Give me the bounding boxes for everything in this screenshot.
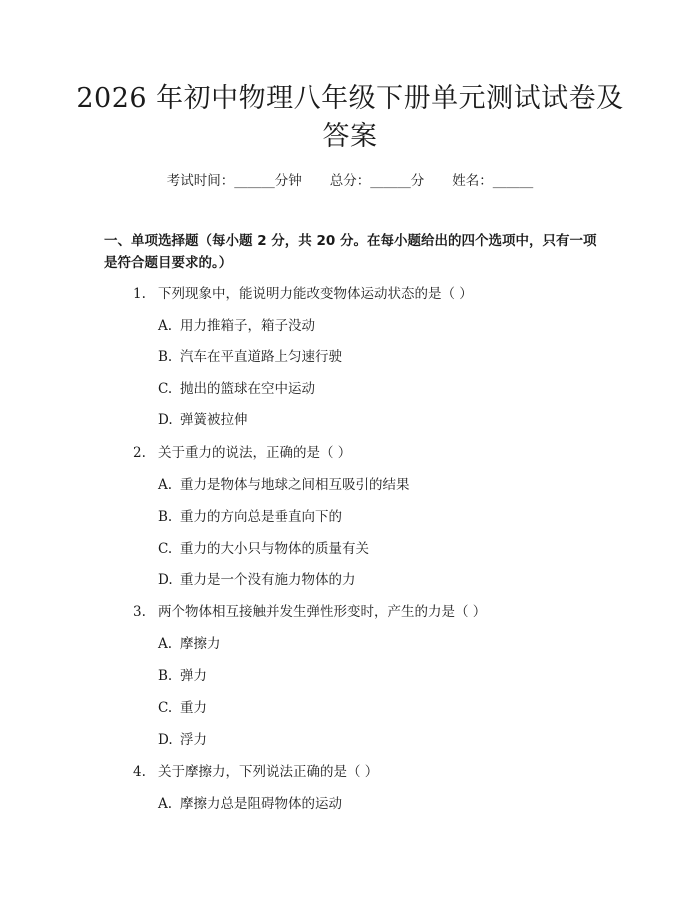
question-3 bbox=[133, 600, 486, 620]
question-1 bbox=[133, 282, 473, 302]
question-text: 关于摩擦力，下列说法正确的是（ ） bbox=[158, 764, 379, 780]
section-heading-line2: 是符合题目要求的。） bbox=[104, 255, 233, 271]
option-text: 浮力 bbox=[180, 732, 207, 748]
section-heading-line1: 一、单项选择题（每小题 2 分，共 20 分。在每小题给出的四个选项中，只有一项 bbox=[104, 233, 597, 249]
question-text: 两个物体相互接触并发生弹性形变时，产生的力是（ ） bbox=[158, 604, 487, 620]
option-text: 重力是一个没有施力物体的力 bbox=[180, 572, 356, 588]
question-1-option-c bbox=[158, 377, 315, 397]
question-2 bbox=[133, 441, 351, 461]
question-3-option-c bbox=[158, 696, 207, 716]
option-letter: A. bbox=[158, 318, 173, 334]
option-text: 抛出的篮球在空中运动 bbox=[180, 381, 315, 397]
question-number: 4. bbox=[133, 764, 146, 780]
exam-time-field: 考试时间：______分钟 bbox=[166, 173, 302, 189]
option-text: 弹力 bbox=[180, 668, 207, 684]
question-2-option-c bbox=[158, 537, 369, 557]
option-letter: D. bbox=[158, 732, 173, 748]
option-letter: B. bbox=[158, 668, 173, 684]
question-number: 1. bbox=[133, 286, 146, 302]
question-number: 3. bbox=[133, 604, 146, 620]
student-name-field: 姓名：______ bbox=[452, 173, 534, 189]
question-3-option-d bbox=[158, 728, 207, 748]
option-letter: C. bbox=[158, 381, 173, 397]
option-text: 摩擦力 bbox=[180, 636, 221, 652]
option-text: 弹簧被拉伸 bbox=[180, 412, 248, 428]
total-score-field: 总分：______分 bbox=[329, 173, 425, 189]
option-letter: A. bbox=[158, 636, 173, 652]
option-letter: B. bbox=[158, 349, 173, 365]
question-3-option-a bbox=[158, 632, 221, 652]
document-title-line1: 2026 年初中物理八年级下册单元测试试卷及 bbox=[76, 83, 624, 114]
question-1-option-d bbox=[158, 408, 248, 428]
question-1-option-a bbox=[158, 314, 315, 334]
option-text: 重力是物体与地球之间相互吸引的结果 bbox=[180, 477, 410, 493]
question-number: 2. bbox=[133, 445, 146, 461]
question-2-option-a bbox=[158, 473, 410, 493]
option-text: 重力的方向总是垂直向下的 bbox=[180, 509, 342, 525]
question-2-option-d bbox=[158, 568, 356, 588]
question-1-option-b bbox=[158, 345, 342, 365]
option-letter: A. bbox=[158, 796, 173, 812]
question-3-option-b bbox=[158, 664, 207, 684]
question-4-option-a bbox=[158, 792, 342, 812]
option-letter: A. bbox=[158, 477, 173, 493]
document-title-line2: 答案 bbox=[322, 121, 378, 152]
option-text: 汽车在平直道路上匀速行驶 bbox=[180, 349, 342, 365]
question-4 bbox=[133, 760, 378, 780]
option-text: 重力的大小只与物体的质量有关 bbox=[180, 541, 369, 557]
option-letter: D. bbox=[158, 572, 173, 588]
option-text: 重力 bbox=[180, 700, 207, 716]
option-letter: C. bbox=[158, 700, 173, 716]
option-text: 用力推箱子，箱子没动 bbox=[180, 318, 315, 334]
exam-info-row bbox=[0, 169, 700, 189]
question-text: 下列现象中，能说明力能改变物体运动状态的是（ ） bbox=[158, 286, 473, 302]
option-letter: C. bbox=[158, 541, 173, 557]
option-letter: D. bbox=[158, 412, 173, 428]
question-text: 关于重力的说法，正确的是（ ） bbox=[158, 445, 352, 461]
section-heading bbox=[104, 230, 604, 274]
option-text: 摩擦力总是阻碍物体的运动 bbox=[180, 796, 342, 812]
question-2-option-b bbox=[158, 505, 342, 525]
option-letter: B. bbox=[158, 509, 173, 525]
